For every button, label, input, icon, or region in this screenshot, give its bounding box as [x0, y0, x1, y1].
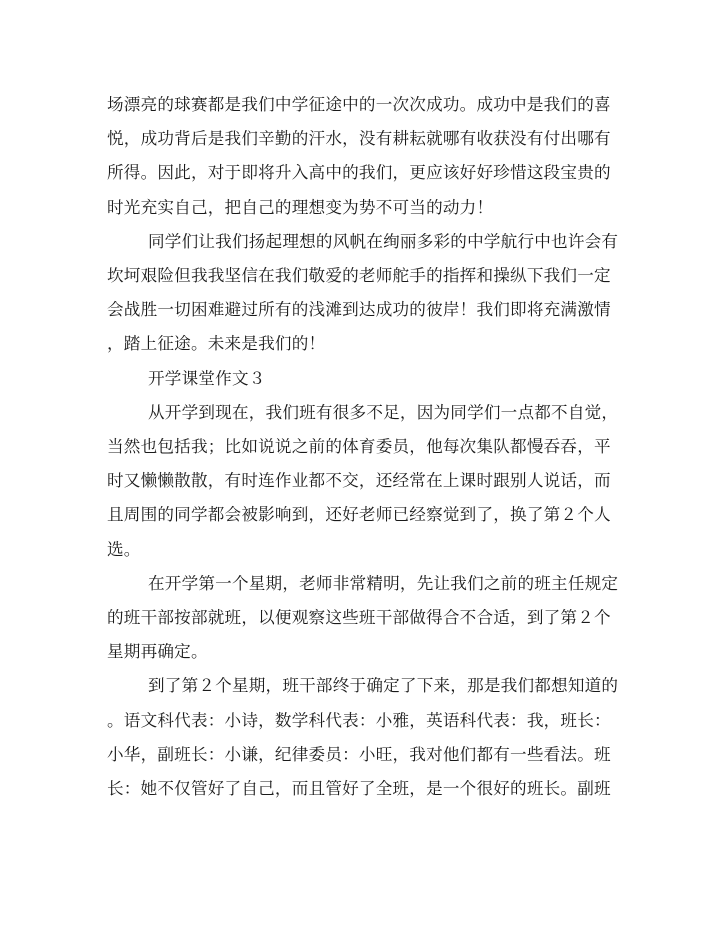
- text-line: 选。: [107, 539, 141, 559]
- text-line: 当然也包括我；比如说说之前的体育委员，他每次集队都慢吞吞，平: [107, 437, 611, 457]
- section-heading: [107, 362, 612, 396]
- text-line: 同学们让我们扬起理想的风帆在绚丽多彩的中学航行中也许会有: [148, 231, 619, 251]
- text-line: 在开学第一个星期，老师非常精明，先让我们之前的班主任规定: [148, 573, 619, 593]
- text-line: 到了第２个星期，班干部终于确定了下来，那是我们都想知道的: [148, 676, 619, 696]
- text-line: 时光充实自己，把自己的理想变为势不可当的动力！: [107, 197, 494, 217]
- text-line: 。语文科代表：小诗，数学科代表：小雅，英语科代表：我，班长：: [107, 710, 611, 730]
- text-line: 所得。因此，对于即将升入高中的我们，更应该好好珍惜这段宝贵的: [107, 163, 611, 183]
- text-line: 的班干部按部就班，以便观察这些班干部做得合不合适，到了第２个: [107, 608, 611, 628]
- text-line: 长：她不仅管好了自己，而且管好了全班，是一个很好的班长。副班: [107, 779, 611, 799]
- text-line: 会战胜一切困难避过所有的浅滩到达成功的彼岸！我们即将充满激情: [107, 300, 611, 320]
- text-line: 时又懒懒散散，有时连作业都不交，还经常在上课时跟别人说话，而: [107, 471, 611, 491]
- heading-text: 开学课堂作文３: [148, 368, 266, 388]
- text-line: 星期再确定。: [107, 642, 208, 662]
- text-line: 从开学到现在，我们班有很多不足，因为同学们一点都不自觉，: [148, 402, 619, 422]
- text-line: 且周围的同学都会被影响到，还好老师已经察觉到了，换了第２个人: [107, 505, 611, 525]
- paragraph-2: [107, 225, 619, 362]
- paragraph-4: [107, 396, 619, 567]
- text-line: 场漂亮的球赛都是我们中学征途中的一次次成功。成功中是我们的喜: [107, 95, 611, 114]
- document-body: [107, 88, 619, 806]
- text-line: ，踏上征途。未来是我们的！: [107, 334, 326, 354]
- paragraph-5: [107, 567, 619, 670]
- text-line: 小华，副班长：小谦，纪律委员：小旺，我对他们都有一些看法。班: [107, 744, 611, 764]
- text-line: 坎坷艰险但我我坚信在我们敬爱的老师舵手的指挥和操纵下我们一定: [107, 266, 611, 286]
- paragraph-6: [107, 669, 619, 806]
- paragraph-1: [107, 88, 612, 225]
- text-line: 悦，成功背后是我们辛勤的汗水，没有耕耘就哪有收获没有付出哪有: [107, 129, 611, 149]
